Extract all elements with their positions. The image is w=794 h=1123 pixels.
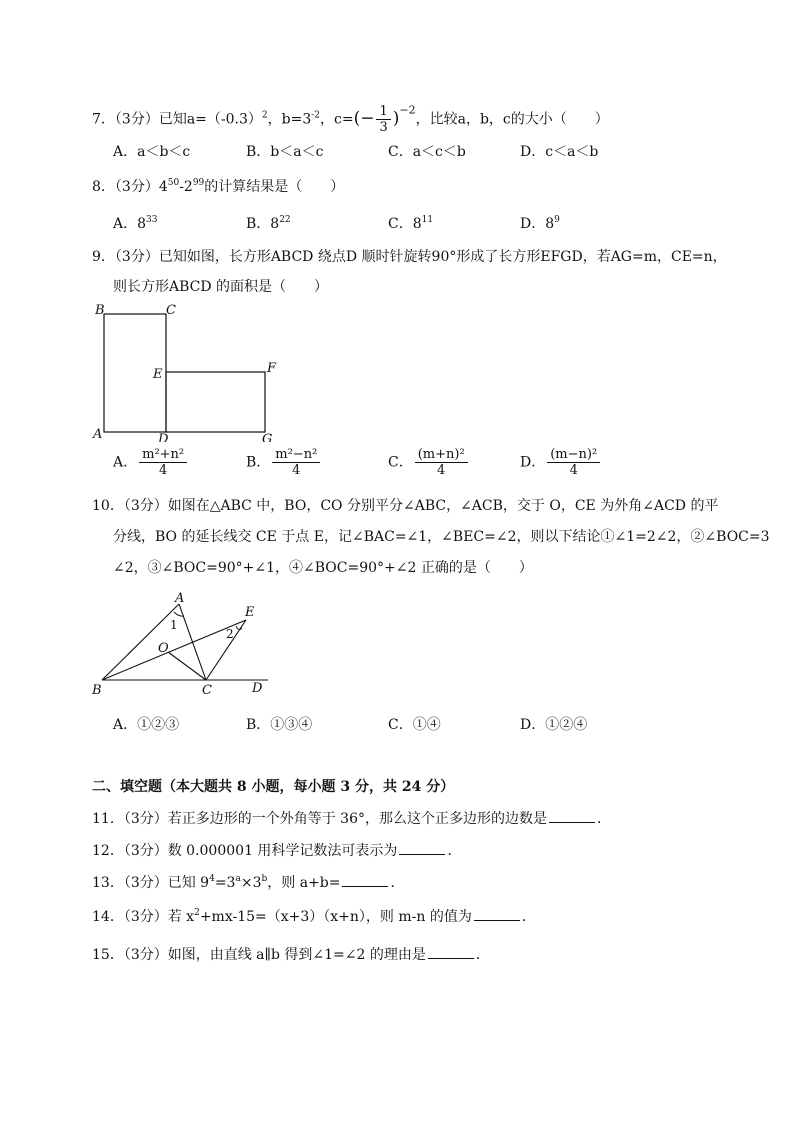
q9-frac-num: (m+n)² xyxy=(415,447,468,463)
question-9-line-2: 则长方形ABCD 的面积是（ ） xyxy=(113,279,329,295)
q7-text: ，c= xyxy=(320,111,354,128)
q9-option-fraction xyxy=(139,447,187,478)
q8-option-exp: 9 xyxy=(554,215,560,225)
label-e: E xyxy=(245,605,255,620)
q9-frac-num: (m−n)² xyxy=(547,447,600,463)
q9-option-fraction xyxy=(415,447,468,478)
label-angle-1: 1 xyxy=(170,618,178,632)
q14-text: +mx-15=（x+3）（x+n），则 m-n 的值为 xyxy=(199,909,472,925)
section-2-title: 二、填空题（本大题共 8 小题，每小题 3 分，共 24 分） xyxy=(92,779,455,795)
q12-end: ． xyxy=(447,843,462,859)
q7-frac-num: 1 xyxy=(376,104,390,120)
q13-exp: b xyxy=(261,874,268,884)
q13-exp: 4 xyxy=(209,874,215,884)
q9-frac-num: m²+n² xyxy=(139,447,187,463)
q13-text: 13．（3分）已知 9 xyxy=(92,875,210,891)
q8-option-b xyxy=(246,214,291,234)
line-oc xyxy=(168,652,206,680)
question-13 xyxy=(92,872,404,893)
q9-option-label: D． xyxy=(520,454,546,471)
q9-figure-rectangles xyxy=(90,302,290,442)
q9-option-c xyxy=(388,447,470,478)
q8-option-c xyxy=(388,214,433,234)
q9-option-a xyxy=(113,447,189,478)
q7-text: ，b=3 xyxy=(267,111,312,128)
q13-exp: a xyxy=(235,874,241,884)
q8-option-d xyxy=(520,214,560,234)
q7-option-b: B．b＜a＜c xyxy=(246,144,324,160)
question-10-line-2: 分线，BO 的延长线交 CE 于点 E，记∠BAC=∠1，∠BEC=∠2，则以下结论①∠1=2∠2，②∠BOC=3 xyxy=(113,529,770,545)
q7-exp-a: 2 xyxy=(261,110,268,121)
q8-option-exp: 22 xyxy=(279,215,291,225)
q8-option-label: C．8 xyxy=(388,216,422,232)
q10-option-b: B．①③④ xyxy=(246,717,313,733)
q8-option-exp: 33 xyxy=(146,215,158,225)
question-10-line-1: 10．（3分）如图在△ABC 中，BO，CO 分别平分∠ABC，∠ACB，交于 O，CE 为外角∠ACD 的平 xyxy=(92,498,719,514)
q9-frac-num: m²−n² xyxy=(272,447,320,463)
label-b: B xyxy=(92,683,102,698)
q9-option-fraction xyxy=(272,447,320,478)
label-c: C xyxy=(166,303,176,318)
q14-answer-blank xyxy=(474,906,520,921)
q10-option-c: C．①④ xyxy=(388,717,441,733)
q8-text: 的计算结果是（ ） xyxy=(204,179,345,195)
q8-option-label: B．8 xyxy=(246,216,280,232)
label-a: A xyxy=(93,427,103,442)
question-7-stem xyxy=(92,104,609,135)
q7-frac-den: 3 xyxy=(379,120,388,135)
q14-text: 14．（3分）若 x xyxy=(92,909,195,925)
q9-option-label: C． xyxy=(388,454,413,471)
question-10-line-3: ∠2，③∠BOC=90°+∠1，④∠BOC=90°+∠2 正确的是（ ） xyxy=(113,560,533,576)
q9-frac-den: 4 xyxy=(437,463,446,478)
q13-answer-blank xyxy=(342,872,388,887)
q7-text: 7．（3分）已知a=（-0.3） xyxy=(92,111,262,128)
q7-option-c: C．a＜c＜b xyxy=(388,144,466,160)
question-14 xyxy=(92,906,536,927)
question-8-stem xyxy=(92,177,344,197)
q8-option-a xyxy=(113,214,157,234)
q13-text: ×3 xyxy=(240,875,262,891)
rectangle-efgd xyxy=(166,372,265,432)
q14-exp: 2 xyxy=(194,908,200,918)
label-c: C xyxy=(202,683,212,698)
q13-end: ． xyxy=(390,875,405,891)
q10-option-a: A．①②③ xyxy=(113,717,180,733)
q13-text: =3 xyxy=(214,875,236,891)
q7-exp-b: -2 xyxy=(311,110,321,121)
q8-option-exp: 11 xyxy=(421,215,434,225)
q9-frac-den: 4 xyxy=(292,463,301,478)
q11-text: 11．（3分）若正多边形的一个外角等于 36°，那么这个正多边形的边数是 xyxy=(92,811,547,827)
label-g: G xyxy=(262,432,273,442)
q9-option-d xyxy=(520,447,602,478)
q9-option-fraction xyxy=(547,447,600,478)
label-e: E xyxy=(153,367,163,382)
q8-text: 8．（3分）4 xyxy=(92,179,168,195)
question-12 xyxy=(92,840,461,861)
q11-end: ． xyxy=(597,811,611,827)
q8-exp: 50 xyxy=(167,178,180,188)
label-o: O xyxy=(158,641,169,656)
q8-option-label: D．8 xyxy=(520,216,555,232)
q12-text: 12．（3分）数 0.000001 用科学记数法可表示为 xyxy=(92,843,398,859)
label-a: A xyxy=(175,591,185,606)
q10-figure-triangle xyxy=(88,590,278,700)
question-15 xyxy=(92,944,490,965)
q9-option-label: A． xyxy=(113,454,138,471)
label-b: B xyxy=(95,303,105,318)
label-d: D xyxy=(158,432,169,442)
q9-frac-den: 4 xyxy=(569,463,578,478)
q7-fraction xyxy=(376,104,390,135)
q9-option-b xyxy=(246,447,322,478)
q15-answer-blank xyxy=(428,944,474,959)
q9-option-label: B． xyxy=(246,454,271,471)
q13-text: ，则 a+b= xyxy=(267,875,341,891)
question-11 xyxy=(92,808,611,829)
label-f: F xyxy=(267,361,277,376)
q7-paren: (− xyxy=(353,108,375,129)
q8-text: -2 xyxy=(179,179,193,195)
question-9-line-1: 9．（3分）已知如图，长方形ABCD 绕点D 顺时针旋转90°形成了长方形EFGD，若AG=m，CE=n， xyxy=(92,249,727,265)
q7-option-a: A．a＜b＜c xyxy=(113,144,191,160)
q7-option-d: D．c＜a＜b xyxy=(520,144,599,160)
q7-paren: ) xyxy=(392,108,400,129)
q7-text: ，比较a，b，c的大小（ ） xyxy=(415,111,609,128)
q10-option-d: D．①②④ xyxy=(520,717,588,733)
q8-option-label: A．8 xyxy=(113,216,147,232)
q8-exp: 99 xyxy=(192,178,205,188)
q12-answer-blank xyxy=(399,840,445,855)
label-angle-2: 2 xyxy=(226,627,234,641)
q7-exp-c: −2 xyxy=(399,103,416,117)
q14-end: ． xyxy=(521,909,536,925)
q15-text: 15．（3分）如图，由直线 a∥b 得到∠1=∠2 的理由是 xyxy=(92,947,426,963)
q15-end: ． xyxy=(475,947,490,963)
q11-answer-blank xyxy=(549,808,595,823)
label-d: D xyxy=(252,681,263,696)
q9-frac-den: 4 xyxy=(158,463,168,478)
